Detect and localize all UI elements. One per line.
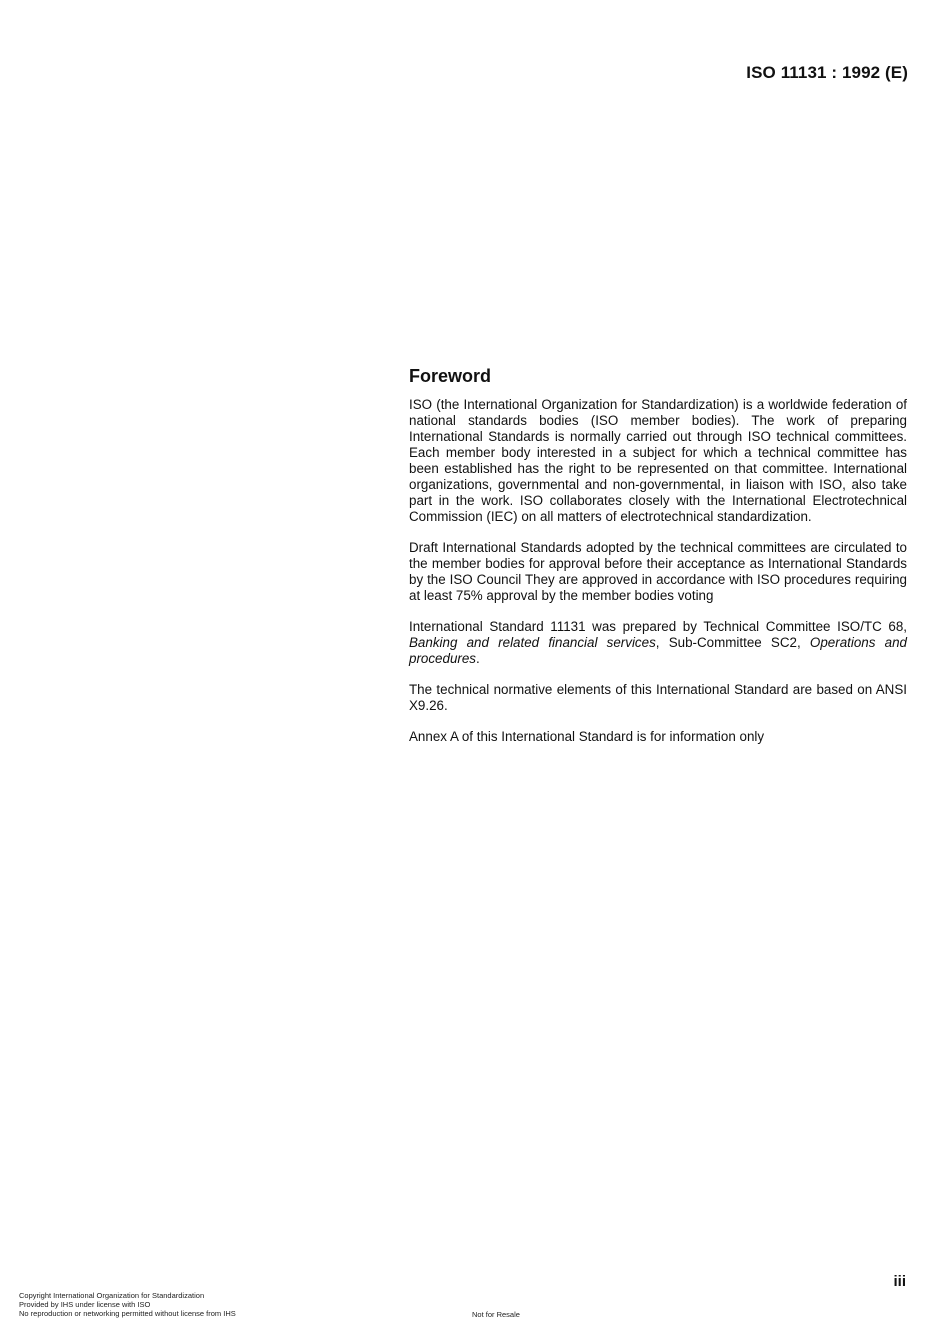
copyright-line: Copyright International Organization for Standardization [19,1291,205,1300]
copyright-footer [19,1291,236,1319]
committee-title: Banking and related financial services [409,635,656,650]
paragraph-3-text-c: . [476,651,480,666]
foreword-paragraph-4: The technical normative elements of this International Standard are based on ANSI X9.26. [409,682,907,713]
paragraph-3-text-a: International Standard 11131 was prepared by Technical Committee ISO/TC 68, [409,619,907,634]
reproduction-line: No reproduction or networking permitted without license from IHS [19,1309,236,1319]
foreword-paragraph-3 [409,619,907,667]
document-identifier: ISO 11131 : 1992 (E) [746,63,908,82]
paragraph-3-text-b: , Sub-Committee SC2, [655,635,801,650]
foreword-paragraph-2: Draft International Standards adopted by the technical committees are circulated to the member bodies for approval before their acceptance as International Standards by the ISO Council They are approved in accordance with ISO procedures requiring at least 75% approval by the member bodies voting [409,540,907,603]
page-number: iii [893,1273,906,1290]
not-for-resale-notice: Not for Resale [472,1310,520,1319]
foreword-section [409,366,907,760]
foreword-paragraph-5: Annex A of this International Standard is for information only [409,729,765,744]
foreword-paragraph-1: ISO (the International Organization for Standardization) is a worldwide federation of national standards bodies (ISO member bodies). The work of preparing International Standards is normally carried out through ISO technical committees. Each member body interested in a subject for which a technical committee has been established has the right to be represented on that committee. International organizations, governmental and non-governmental, in liaison with ISO, also take part in the work. ISO collaborates closely with the International Electrotechnical Commission (IEC) on all matters of electrotechnical standardization. [409,397,907,524]
foreword-title: Foreword [409,366,492,386]
subcommittee-title: Operations and procedures [409,635,907,666]
license-line: Provided by IHS under license with ISO [19,1300,151,1310]
